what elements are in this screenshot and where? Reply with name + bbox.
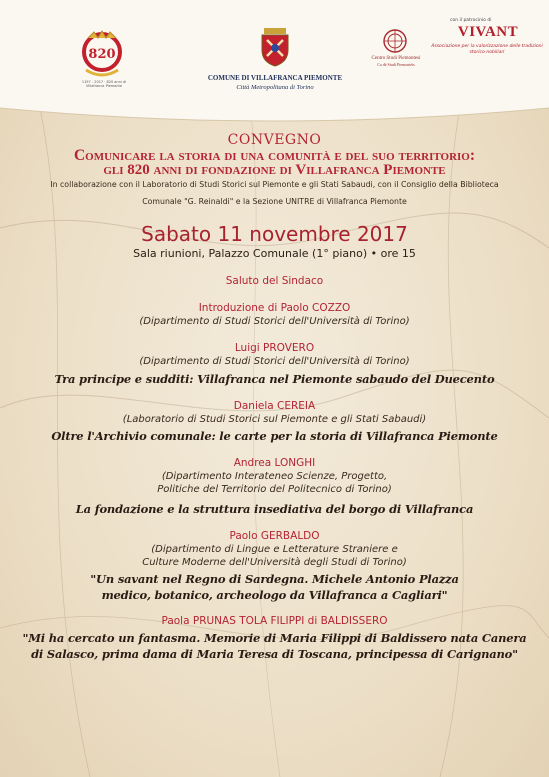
event-title-line-1: Comunicare la storia di una comunità e del suo territorio:: [73, 147, 476, 164]
vivant-logo: VIVANT: [457, 24, 519, 40]
comune-crest: [257, 26, 293, 68]
speaker-name: Introduzione di Paolo COZZO: [198, 302, 351, 314]
event-venue: Sala riunioni, Palazzo Comunale (1° piano) • ore 15: [133, 247, 416, 260]
speaker-name: Paolo GERBALDO: [229, 530, 320, 542]
vivant-tagline: Associazione per la valorizzazione delle tradizioni storico-nobiliari: [431, 44, 543, 55]
talk-title: medico, botanico, archeologo da Villafranca a Cagliari": [101, 588, 448, 602]
event-content: [0, 132, 549, 662]
speaker-affiliation: (Laboratorio di Studi Storici sul Piemonte e gli Stati Sabaudi): [122, 414, 427, 425]
svg-text:820: 820: [88, 47, 116, 62]
speaker-affiliation: Culture Moderne dell'Università degli Studi di Torino): [142, 557, 407, 568]
comune-subtitle: Città Metropolitana di Torino: [236, 84, 314, 91]
anniversary-logo-caption: 1197 - 2017 · 820 anni di Villafranca Piemonte: [81, 80, 127, 88]
speaker-name: Andrea LONGHI: [233, 457, 316, 469]
collaboration-line-1: In collaborazione con il Laboratorio di Studi Storici sul Piemonte e gli Stati Sabaudi, con il Consiglio della Biblioteca: [50, 180, 499, 189]
speaker-affiliation: (Dipartimento di Studi Storici dell'Università di Torino): [139, 316, 410, 327]
speaker-affiliation: (Dipartimento Interateneo Scienze, Progetto,: [161, 471, 388, 482]
talk-title: di Salasco, prima dama di Maria Teresa di Toscana, principessa di Carignano": [31, 647, 518, 661]
speaker-affiliation: (Dipartimento di Lingue e Letterature Straniere e: [151, 544, 398, 555]
event-type: CONVEGNO: [227, 132, 322, 148]
comune-name: COMUNE DI VILLAFRANCA PIEMONTE: [207, 74, 343, 82]
centro-studi-name: Centro Studi Piemontesi: [371, 56, 421, 61]
talk-title: La fondazione e la struttura insediativa del borgo di Villafranca: [75, 502, 474, 516]
talk-title: Tra principe e sudditi: Villafranca nel Piemonte sabaudo del Duecento: [54, 372, 495, 386]
partner-prefix: con il patrocinio di: [450, 18, 492, 23]
centro-studi-subtitle: Ca dë Studi Piemontèis: [377, 62, 415, 67]
speaker-affiliation: (Dipartimento di Studi Storici dell'Università di Torino): [139, 356, 410, 367]
talk-title: Oltre l'Archivio comunale: le carte per la storia di Villafranca Piemonte: [51, 429, 498, 443]
header-curve: [0, 92, 549, 132]
speaker-name: Paola PRUNAS TOLA FILIPPI di BALDISSERO: [161, 615, 388, 627]
collaboration-line-2: Comunale "G. Reinaldi" e la Sezione UNITRE di Villafranca Piemonte: [142, 197, 407, 206]
centro-studi-logo: [382, 28, 408, 54]
event-date: Sabato 11 novembre 2017: [141, 222, 408, 246]
talk-title: "Un savant nel Regno di Sardegna. Michele Antonio Plazza: [90, 572, 459, 586]
speaker-name: Daniela CEREIA: [233, 400, 316, 412]
speaker-name: Luigi PROVERO: [234, 342, 315, 354]
event-title-line-2: gli 820 anni di fondazione di Villafranca Piemonte: [103, 162, 446, 178]
saluto-sindaco: Saluto del Sindaco: [225, 275, 324, 287]
talk-title: "Mi ha cercato un fantasma. Memorie di Maria Filippi di Baldissero nata Canera: [22, 631, 527, 645]
speaker-affiliation: Politiche del Territorio del Politecnico di Torino): [157, 484, 392, 495]
